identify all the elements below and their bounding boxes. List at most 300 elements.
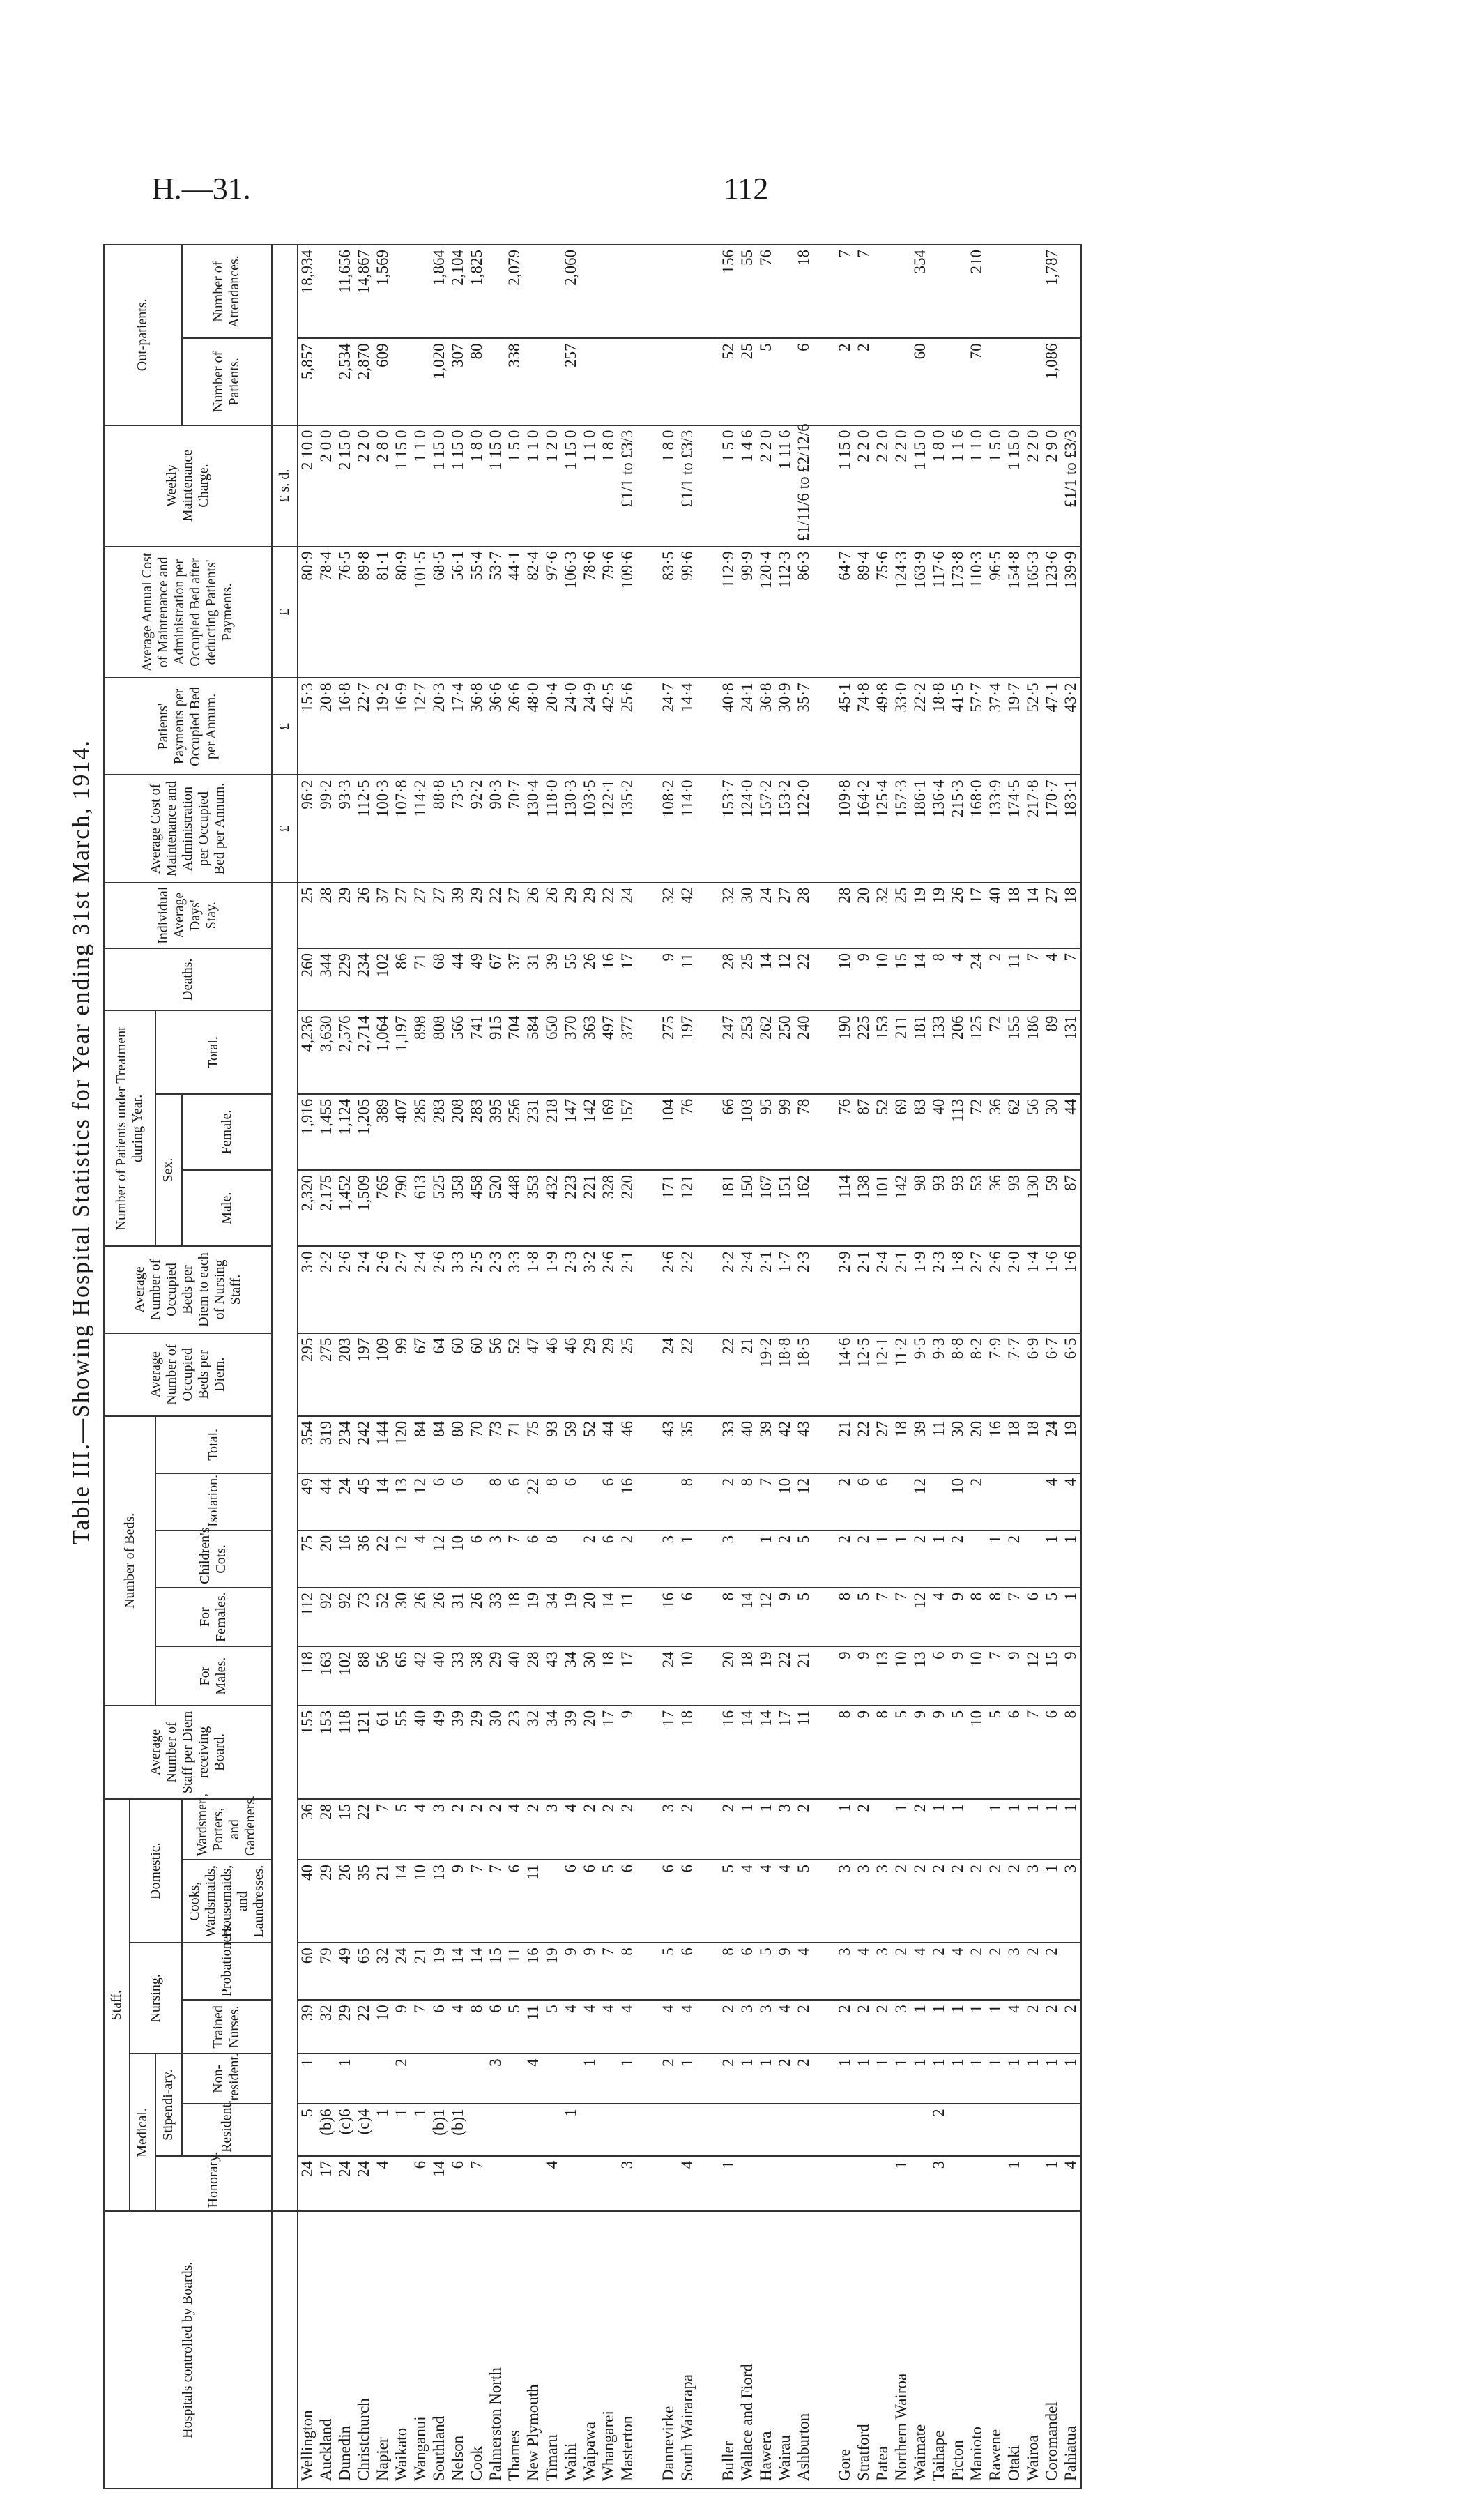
cell-avgbeds: 6·5 [1062,1333,1081,1416]
cell-cooks: 35 [355,1860,374,1943]
cell-res [968,2104,986,2156]
cell-deaths: 15 [892,948,911,1010]
cell-female: 1,124 [336,1094,355,1170]
cell-non: 1 [618,2054,637,2104]
cell-res [468,2104,487,2156]
cell-female: 389 [374,1094,392,1170]
cell-avgstaff: 155 [298,1706,317,1799]
cell-total: 35 [678,1416,697,1473]
cell-avgbeds: 295 [298,1333,317,1416]
col-deaths: Deaths. [104,948,272,1010]
cell-total: 43 [795,1416,813,1473]
cell-opp: 338 [505,338,524,425]
cell-hon: 17 [317,2156,336,2212]
cell-deaths: 71 [411,948,430,1010]
cell-non: 1 [911,2054,930,2104]
table-row [468,245,487,2489]
cell-avgbeds: 9·3 [930,1333,949,1416]
cell-female: 36 [986,1094,1005,1170]
cell-ptotal: 131 [1062,1010,1081,1093]
cell-stay: 18 [1005,883,1024,948]
cell-pay: 41·5 [949,678,968,775]
cell-iso: 12 [411,1473,430,1531]
cell-prob: 24 [392,1943,411,2000]
cell-ratio: 2·4 [738,1246,757,1333]
cell-non: 1 [930,2054,949,2104]
cell-opa [873,245,892,338]
cell-deaths: 9 [855,948,873,1010]
cell-net: 81·1 [374,547,392,678]
cell-iso: 49 [298,1473,317,1531]
cell-total: 43 [659,1416,678,1473]
cell-prob: 4 [855,1943,873,2000]
cell-tr: 4 [599,2000,618,2054]
cell-avgbeds: 7·7 [1005,1333,1024,1416]
cell-tr: 1 [968,2000,986,2054]
cell-deaths: 102 [374,948,392,1010]
cell-hon: 4 [543,2156,562,2212]
cell-charge: 1 1 0 [581,425,599,547]
table-row [392,245,411,2489]
cell-cooks: 2 [986,1860,1005,1943]
cell-cost: 215·3 [949,775,968,883]
cell-res [581,2104,599,2156]
cell-net: 109·6 [618,547,637,678]
cell-hon [757,2156,776,2212]
col-op-patients: Number of Patients. [182,338,272,425]
cell-males: 12 [1024,1646,1043,1705]
unit-payments: £ [272,678,298,775]
cell-avgstaff: 39 [449,1706,468,1799]
cell-female: 1,455 [317,1094,336,1170]
cell-hon: 4 [374,2156,392,2212]
cell-hon: 4 [1062,2156,1081,2212]
cell-iso: 2 [719,1473,738,1531]
cell-cots: 2 [776,1531,795,1588]
cell-ptotal: 2,576 [336,1010,355,1093]
cell-charge: 1 15 0 [1005,425,1024,547]
table-row [336,245,355,2489]
cell-res [738,2104,757,2156]
cell-stay: 27 [1043,883,1062,948]
cell-prob: 19 [543,1943,562,2000]
cell-charge: 1 8 0 [599,425,618,547]
cell-avgstaff: 14 [738,1706,757,1799]
cell-cooks: 2 [892,1860,911,1943]
cell-ratio: 2·3 [562,1246,581,1333]
cell-net: 99·6 [678,547,697,678]
cell-stay: 27 [430,883,449,948]
cell-iso [1024,1473,1043,1531]
cell-res [543,2104,562,2156]
cell-cooks: 4 [738,1860,757,1943]
cell-non: 1 [336,2054,355,2104]
cell-name: Auckland [317,2211,336,2489]
cell-deaths: 25 [738,948,757,1010]
cell-males: 40 [505,1646,524,1705]
cell-avgbeds: 6·7 [1043,1333,1062,1416]
cell-total: 20 [968,1416,986,1473]
cell-males: 7 [986,1646,1005,1705]
cell-male: 1,452 [336,1170,355,1246]
cell-stay: 28 [836,883,855,948]
cell-females: 1 [1062,1588,1081,1646]
cell-name: Napier [374,2211,392,2489]
unit-net: £ [272,547,298,678]
cell-net: 163·9 [911,547,930,678]
cell-iso: 6 [855,1473,873,1531]
cell-cost: 103·5 [581,775,599,883]
cell-ward: 28 [317,1799,336,1860]
cell-total: 18 [1024,1416,1043,1473]
cell-male: 1,509 [355,1170,374,1246]
cell-males: 163 [317,1646,336,1705]
table-row [374,245,392,2489]
cell-female: 142 [581,1094,599,1170]
table-row [562,245,581,2489]
cell-avgstaff: 40 [411,1706,430,1799]
cell-ptotal: 153 [873,1010,892,1093]
cell-cots: 16 [336,1531,355,1588]
cell-males: 43 [543,1646,562,1705]
cell-non: 1 [949,2054,968,2104]
table-row [986,245,1005,2489]
cell-stay: 26 [355,883,374,948]
cell-avgstaff: 16 [719,1706,738,1799]
cell-res [678,2104,697,2156]
cell-male: 59 [1043,1170,1062,1246]
cell-non [411,2054,430,2104]
cell-hon [911,2156,930,2212]
cell-deaths: 9 [659,948,678,1010]
cell-opa [599,245,618,338]
cell-deaths: 16 [599,948,618,1010]
cell-charge: 2 2 0 [1024,425,1043,547]
cell-cots: 1 [892,1531,911,1588]
cell-cots: 1 [757,1531,776,1588]
cell-males: 18 [599,1646,618,1705]
cell-cost: 122·0 [795,775,813,883]
cell-avgstaff: 9 [618,1706,637,1799]
cell-iso: 2 [836,1473,855,1531]
cell-tr: 22 [355,2000,374,2054]
cell-cots: 3 [659,1531,678,1588]
cell-deaths: 229 [336,948,355,1010]
cell-total: 19 [1062,1416,1081,1473]
cell-prob: 5 [659,1943,678,2000]
cell-avgbeds: 24 [659,1333,678,1416]
cell-non [449,2054,468,2104]
cell-avgstaff: 11 [795,1706,813,1799]
cell-cost: 114·0 [678,775,697,883]
cell-iso [581,1473,599,1531]
cell-tr: 4 [659,2000,678,2054]
cell-pay: 40·8 [719,678,738,775]
cell-females: 8 [986,1588,1005,1646]
cell-female: 1,205 [355,1094,374,1170]
cell-name: Nelson [449,2211,468,2489]
cell-res [524,2104,543,2156]
cell-male: 93 [1005,1170,1024,1246]
table-row [855,245,873,2489]
cell-ptotal: 584 [524,1010,543,1093]
cell-iso: 14 [374,1473,392,1531]
cell-charge: 2 2 0 [757,425,776,547]
cell-name: Coromandel [1043,2211,1062,2489]
table-row [487,245,505,2489]
cell-non: 1 [581,2054,599,2104]
cell-pay: 52·5 [1024,678,1043,775]
cell-prob: 21 [411,1943,430,2000]
cell-avgstaff: 153 [317,1706,336,1799]
cell-non [599,2054,618,2104]
cell-opp: 52 [719,338,738,425]
table-row [949,245,968,2489]
cell-charge: 1 2 0 [543,425,562,547]
cell-hon [524,2156,543,2212]
col-patients-total: Total. [155,1010,271,1093]
col-group-patients: Number of Patients under Treatment during Year. [104,1010,155,1246]
table-row [355,245,374,2489]
cell-res [618,2104,637,2156]
cell-ptotal: 250 [776,1010,795,1093]
cell-total: 144 [374,1416,392,1473]
cell-males: 28 [524,1646,543,1705]
cell-tr: 1 [949,2000,968,2054]
cell-avgbeds: 18·8 [776,1333,795,1416]
cell-iso: 24 [336,1473,355,1531]
cell-stay: 27 [411,883,430,948]
cell-net: 78·6 [581,547,599,678]
cell-avgbeds: 56 [487,1333,505,1416]
cell-males: 38 [468,1646,487,1705]
cell-females: 20 [581,1588,599,1646]
cell-iso: 10 [949,1473,968,1531]
cell-prob: 16 [524,1943,543,2000]
cell-cots: 1 [873,1531,892,1588]
cell-total: 80 [449,1416,468,1473]
cell-opp: 6 [795,338,813,425]
cell-avgstaff: 5 [949,1706,968,1799]
cell-cost: 130·4 [524,775,543,883]
cell-opa [986,245,1005,338]
cell-opa: 2,104 [449,245,468,338]
cell-tr: 6 [487,2000,505,2054]
cell-ward: 5 [392,1799,411,1860]
cell-female: 56 [1024,1094,1043,1170]
cell-res [795,2104,813,2156]
cell-ptotal: 240 [795,1010,813,1093]
cell-ward: 3 [659,1799,678,1860]
cell-avgstaff: 118 [336,1706,355,1799]
cell-female: 256 [505,1094,524,1170]
cell-iso: 7 [757,1473,776,1531]
cell-opp: 2 [855,338,873,425]
cell-avgstaff: 55 [392,1706,411,1799]
cell-iso: 16 [618,1473,637,1531]
cell-ward: 1 [949,1799,968,1860]
cell-deaths: 44 [449,948,468,1010]
cell-cots: 5 [795,1531,813,1588]
cell-total: 21 [836,1416,855,1473]
cell-avgstaff: 23 [505,1706,524,1799]
cell-opa [581,245,599,338]
cell-cost: 170·7 [1043,775,1062,883]
cell-stay: 20 [855,883,873,948]
cell-name: Wairau [776,2211,795,2489]
cell-avgbeds: 64 [430,1333,449,1416]
cell-charge: 1 1 0 [411,425,430,547]
cell-males: 22 [776,1646,795,1705]
cell-ward: 15 [336,1799,355,1860]
cell-avgstaff: 6 [1005,1706,1024,1799]
cell-opa: 55 [738,245,757,338]
cell-iso [892,1473,911,1531]
cell-prob: 60 [298,1943,317,2000]
cell-male: 138 [855,1170,873,1246]
page-reference: H.—31. [152,172,251,206]
cell-male: 448 [505,1170,524,1246]
cell-charge: 1 5 0 [719,425,738,547]
cell-name: Waikato [392,2211,411,2489]
cell-name: Rawene [986,2211,1005,2489]
cell-cost: 133·9 [986,775,1005,883]
cell-cots: 2 [581,1531,599,1588]
cell-charge: £1/11/6 to £2/12/6 [795,425,813,547]
cell-prob: 4 [911,1943,930,2000]
cell-females: 6 [678,1588,697,1646]
cell-name: Whangarei [599,2211,618,2489]
cell-total: 93 [543,1416,562,1473]
cell-hon [968,2156,986,2212]
col-non-resident: Non-resident. [182,2054,272,2104]
cell-tr: 5 [543,2000,562,2054]
cell-iso [659,1473,678,1531]
cell-ptotal: 370 [562,1010,581,1093]
cell-ward: 1 [757,1799,776,1860]
cell-opa [678,245,697,338]
cell-res [719,2104,738,2156]
cell-ratio: 2·7 [968,1246,986,1333]
cell-females: 7 [892,1588,911,1646]
cell-avgbeds: 25 [618,1333,637,1416]
cell-prob: 3 [1005,1943,1024,2000]
cell-total: 84 [411,1416,430,1473]
cell-female: 69 [892,1094,911,1170]
cell-cooks: 6 [678,1860,697,1943]
cell-avgbeds: 19·2 [757,1333,776,1416]
cell-opp: 80 [468,338,487,425]
cell-name: Pahiatua [1062,2211,1081,2489]
cell-opa [1005,245,1024,338]
cell-cost: 217·8 [1024,775,1043,883]
cell-deaths: 8 [930,948,949,1010]
cell-deaths: 68 [430,948,449,1010]
cell-ward: 1 [1043,1799,1062,1860]
cell-cots: 3 [487,1531,505,1588]
cell-ward: 2 [524,1799,543,1860]
cell-hon [581,2156,599,2212]
cell-charge: 2 2 0 [873,425,892,547]
cell-ptotal: 89 [1043,1010,1062,1093]
cell-stay: 32 [719,883,738,948]
cell-charge: 2 9 0 [1043,425,1062,547]
cell-hon [795,2156,813,2212]
cell-tr: 2 [1062,2000,1081,2054]
cell-hon [986,2156,1005,2212]
cell-iso [986,1473,1005,1531]
cell-ptotal: 181 [911,1010,930,1093]
cell-ptotal: 898 [411,1010,430,1093]
cell-opp: 2,534 [336,338,355,425]
cell-male: 2,175 [317,1170,336,1246]
cell-cooks: 6 [581,1860,599,1943]
cell-opa: 14,867 [355,245,374,338]
cell-hon: 24 [355,2156,374,2212]
cell-tr: 32 [317,2000,336,2054]
cell-avgbeds: 8·8 [949,1333,968,1416]
cell-females: 12 [911,1588,930,1646]
cell-cost: 125·4 [873,775,892,883]
col-weekly-charge: Weekly Maintenance Charge. [104,425,272,547]
cell-ratio: 2·7 [392,1246,411,1333]
cell-cost: 118·0 [543,775,562,883]
col-female: Female. [182,1094,272,1170]
cell-hon: 6 [449,2156,468,2212]
cell-cost: 99·2 [317,775,336,883]
cell-hon [562,2156,581,2212]
cell-avgbeds: 29 [599,1333,618,1416]
cell-cots: 4 [411,1531,430,1588]
cell-cooks: 3 [855,1860,873,1943]
cell-female: 76 [836,1094,855,1170]
cell-opa [930,245,949,338]
cell-cooks: 21 [374,1860,392,1943]
cell-opp [581,338,599,425]
cell-ratio: 2·4 [411,1246,430,1333]
cell-opa [1024,245,1043,338]
cell-total: 39 [757,1416,776,1473]
cell-total: 52 [581,1416,599,1473]
cell-ratio: 2·6 [986,1246,1005,1333]
cell-avgstaff: 17 [776,1706,795,1799]
cell-pay: 15·3 [298,678,317,775]
cell-males: 118 [298,1646,317,1705]
cell-non: 1 [1024,2054,1043,2104]
col-cooks: Cooks, Wardsmaids, Housemaids, and Laundresses. [182,1860,272,1943]
cell-res [873,2104,892,2156]
cell-males: 29 [487,1646,505,1705]
cell-hon [487,2156,505,2212]
table-row [757,245,776,2489]
col-wardsmen: Wardsmen, Porters, and Gardeners. [182,1799,272,1860]
cell-pay: 26·6 [505,678,524,775]
cell-net: 117·6 [930,547,949,678]
cell-males: 56 [374,1646,392,1705]
cell-males: 17 [618,1646,637,1705]
cell-non: 1 [757,2054,776,2104]
cell-prob: 5 [757,1943,776,2000]
cell-hon: 7 [468,2156,487,2212]
table-title: Table III.—Showing Hospital Statistics for Year ending 31st March, 1914. [68,739,94,1544]
cell-ratio: 2·0 [1005,1246,1024,1333]
cell-opa [392,245,411,338]
cell-stay: 22 [487,883,505,948]
cell-deaths: 234 [355,948,374,1010]
cell-deaths: 344 [317,948,336,1010]
cell-cooks: 3 [1024,1860,1043,1943]
cell-females: 8 [968,1588,986,1646]
